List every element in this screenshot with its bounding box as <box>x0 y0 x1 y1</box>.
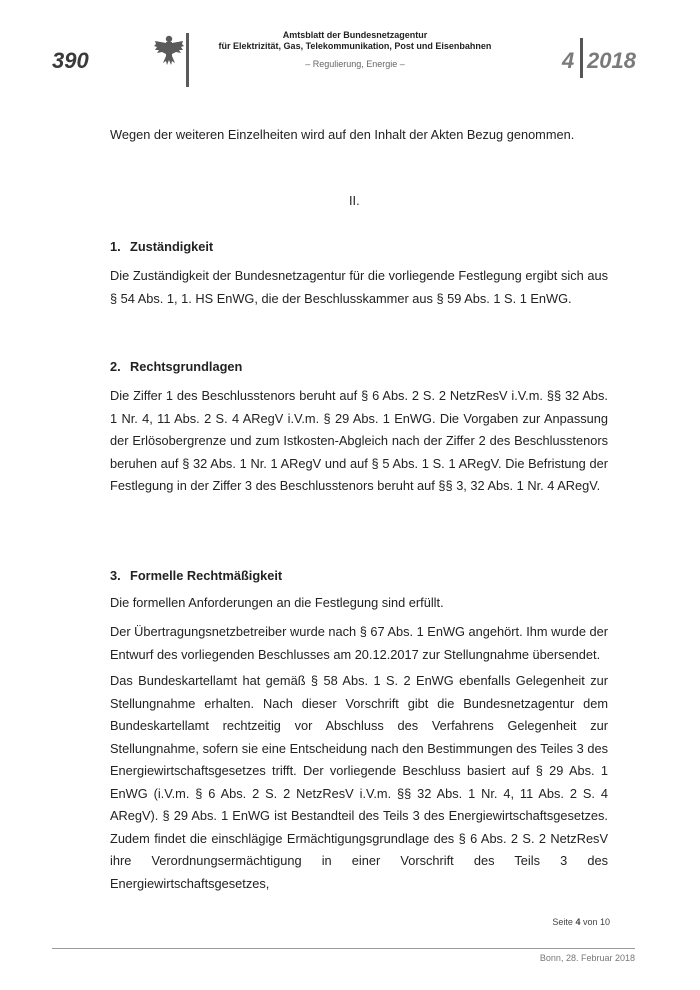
issue-year: 2018 <box>587 48 636 73</box>
journal-title-line2: für Elektrizität, Gas, Telekommunikation, Post und Eisenbahnen <box>218 41 492 51</box>
issue-divider <box>580 38 583 78</box>
section-2-heading <box>110 356 242 379</box>
section-1-paragraph: Die Zuständigkeit der Bundesnetzagentur für die vorliegende Festlegung ergibt sich aus § 54 Abs. 1, 1. HS EnWG, die der Beschlusskammer aus § 59 Abs. 1 S. 1 EnWG. <box>110 268 608 306</box>
page-counter-current: 4 <box>575 917 581 927</box>
journal-title <box>205 30 505 52</box>
section-3-paragraph-1: Die formellen Anforderungen an die Festlegung sind erfüllt. <box>110 595 444 610</box>
journal-title-line1: Amtsblatt der Bundesnetzagentur <box>282 30 428 40</box>
section-roman-numeral: II. <box>349 193 360 208</box>
page-counter <box>510 917 610 927</box>
section-2-number: 2. <box>110 359 121 374</box>
section-3-paragraph-3: Das Bundeskartellamt hat gemäß § 58 Abs. 1 S. 2 EnWG ebenfalls Gelegenheit zur Stellungnahme erhalten. Nach dieser Vorschrift gibt die Bundesnetzagentur dem Bundeskartellamt rechtzeitig vor Abschluss des Verfahrens Gelegenheit zur Stellungnahme, sofern sie eine Entscheidung nach den Bestimmungen des Teiles 3 des Energiewirtschaftsgesetzes trifft. Der vorliegende Beschluss basiert auf § 29 Abs. 1 EnWG (i.V.m. § 6 Abs. 2 S. 2 NetzResV i.V.m. §§ 32 Abs. 1 Nr. 4, 11 Abs. 2 S. 4 ARegV). § 29 Abs. 1 EnWG ist Bestandteil des Teils 3 des Energiewirtschaftsgesetzes. Zudem findet die einschlägige Ermächtigungsgrundlage des § 6 Abs. 2 S. 2 NetzResV ihre Verordnungsermächtigung in einer Vorschrift des Teils 3 des Energiewirtschaftsgesetzes, <box>110 673 608 891</box>
header-divider <box>186 33 189 87</box>
intro-paragraph: Wegen der weiteren Einzelheiten wird auf den Inhalt der Akten Bezug genommen. <box>110 127 575 142</box>
issue-number: 4 <box>562 48 575 73</box>
journal-subtitle: – Regulierung, Energie – <box>305 59 405 69</box>
section-2-title: Rechtsgrundlagen <box>130 359 243 374</box>
section-3-heading <box>110 565 282 588</box>
footer-divider <box>52 948 635 949</box>
section-3-paragraph-2: Der Übertragungsnetzbetreiber wurde nach § 67 Abs. 1 EnWG angehört. Ihm wurde der Entwurf des vorliegenden Beschlusses am 20.12.2017 zur Stellungnahme übersendet. <box>110 624 608 662</box>
section-1-number: 1. <box>110 239 121 254</box>
section-1-title: Zuständigkeit <box>130 239 214 254</box>
section-1-heading <box>110 236 213 259</box>
section-3-number: 3. <box>110 568 121 583</box>
place-date: Bonn, 28. Februar 2018 <box>539 953 635 963</box>
page-number: 390 <box>52 48 89 73</box>
federal-eagle-icon <box>153 33 185 67</box>
page-counter-total: von 10 <box>582 917 610 927</box>
section-3-title: Formelle Rechtmäßigkeit <box>130 568 283 583</box>
section-2-paragraph: Die Ziffer 1 des Beschlusstenors beruht auf § 6 Abs. 2 S. 2 NetzResV i.V.m. §§ 32 Abs. 1 Nr. 4, 11 Abs. 2 S. 4 ARegV i.V.m. § 29 Abs. 1 EnWG. Die Vorgaben zur Anpassung der Erlösobergrenze und zum Istkosten-Abgleich nach der Ziffer 2 des Beschlusstenors beruhen auf § 32 Abs. 1 Nr. 1 ARegV und auf § 5 Abs. 1 S. 1 ARegV. Die Befristung der Festlegung in der Ziffer 3 des Beschlusstenors beruht auf §§ 3, 32 Abs. 1 Nr. 4 ARegV. <box>110 388 608 493</box>
page-counter-label: Seite <box>552 917 573 927</box>
